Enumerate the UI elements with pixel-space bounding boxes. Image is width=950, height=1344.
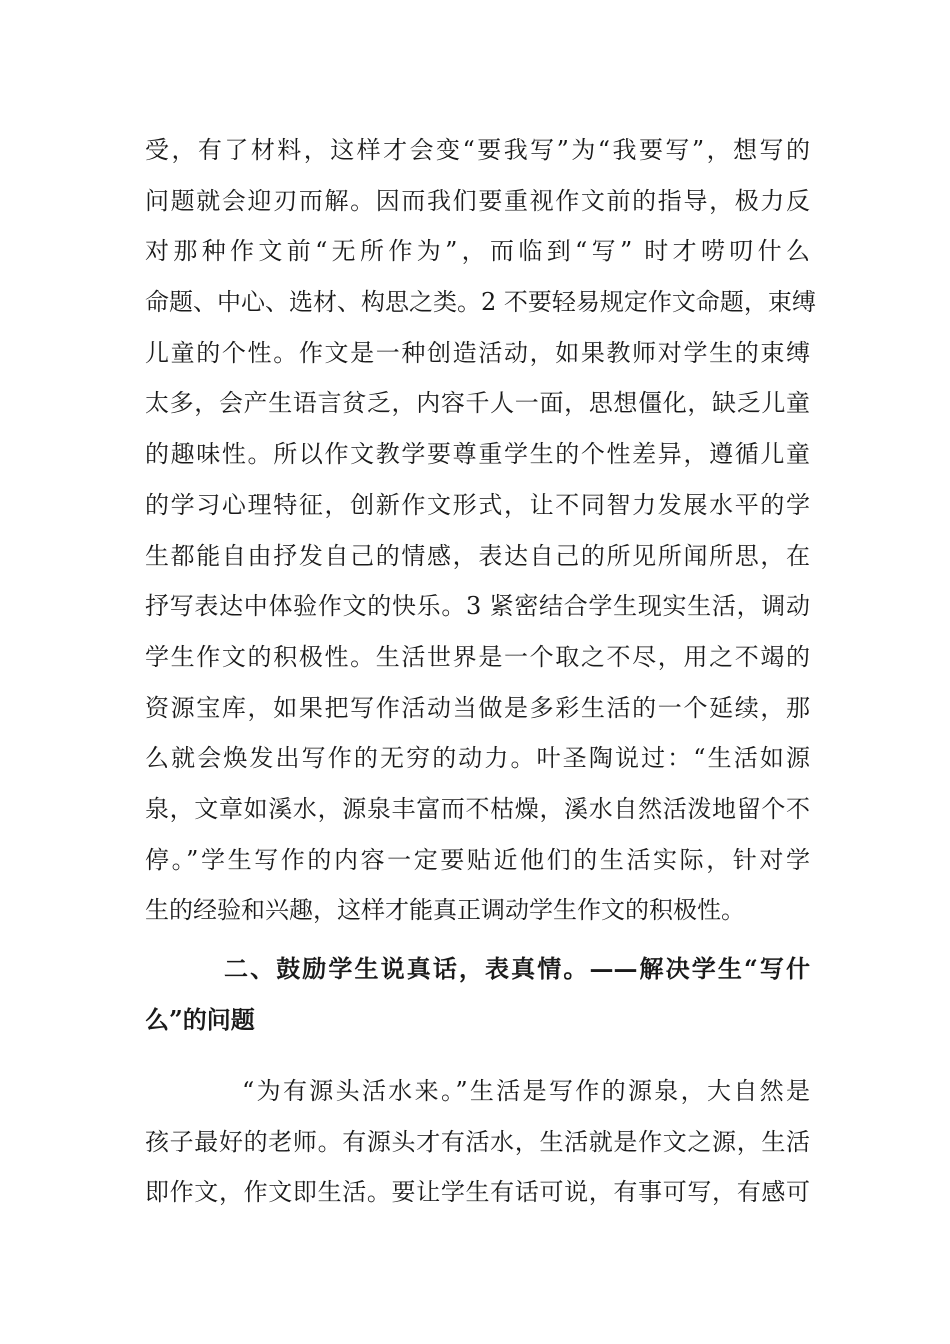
section-heading bbox=[145, 944, 810, 1045]
text-line: 泉，文章如溪水，源泉丰富而不枯燥，溪水自然活泼地留个不 bbox=[145, 794, 810, 823]
text-line: 太多，会产生语言贫乏，内容千人一面，思想僵化，缺乏儿童 bbox=[145, 389, 810, 418]
text-line: “为有源头活水来。”生活是写作的源泉，大自然是 bbox=[242, 1077, 810, 1105]
text-line: 对那种作文前“无所作为”，而临到“写” 时才唠叨什么 bbox=[145, 237, 810, 266]
body-paragraph bbox=[145, 125, 816, 936]
text-line: 孩子最好的老师。有源头才有活水，生活就是作文之源，生活 bbox=[145, 1127, 810, 1156]
text-line: 资源宝库，如果把写作活动当做是多彩生活的一个延续，那 bbox=[145, 693, 810, 722]
heading-line: 二、鼓励学生说真话，表真情。——解决学生“写什 bbox=[224, 954, 810, 983]
heading-line: 么”的问题 bbox=[145, 1004, 255, 1034]
text-line: 即作文，作文即生活。要让学生有话可说，有事可写，有感可 bbox=[145, 1178, 810, 1207]
text-line: 么就会焕发出写作的无穷的动力。叶圣陶说过：“生活如源 bbox=[145, 744, 810, 773]
body-paragraph bbox=[145, 1066, 810, 1218]
text-line: 抒写表达中体验作文的快乐。3 紧密结合学生现实生活，调动 bbox=[145, 592, 810, 621]
text-line: 生都能自由抒发自己的情感，表达自己的所见所闻所思，在 bbox=[145, 541, 810, 570]
text-line: 的学习心理特征，创新作文形式，让不同智力发展水平的学 bbox=[145, 490, 810, 519]
text-line: 学生作文的积极性。生活世界是一个取之不尽，用之不竭的 bbox=[145, 642, 810, 671]
text-line: 儿童的个性。作文是一种创造活动，如果教师对学生的束缚 bbox=[145, 338, 810, 367]
text-line: 命题、中心、选材、构思之类。2 不要轻易规定作文命题，束缚 bbox=[145, 288, 816, 317]
text-line: 问题就会迎刃而解。因而我们要重视作文前的指导，极力反 bbox=[145, 186, 810, 215]
text-line: 生的经验和兴趣，这样才能真正调动学生作文的积极性。 bbox=[145, 896, 745, 925]
text-line: 的趣味性。所以作文教学要尊重学生的个性差异，遵循儿童 bbox=[145, 440, 810, 469]
text-line: 受，有了材料，这样才会变“要我写”为“我要写”，想写的 bbox=[145, 136, 810, 164]
text-line: 停。”学生写作的内容一定要贴近他们的生活实际，针对学 bbox=[145, 845, 810, 874]
